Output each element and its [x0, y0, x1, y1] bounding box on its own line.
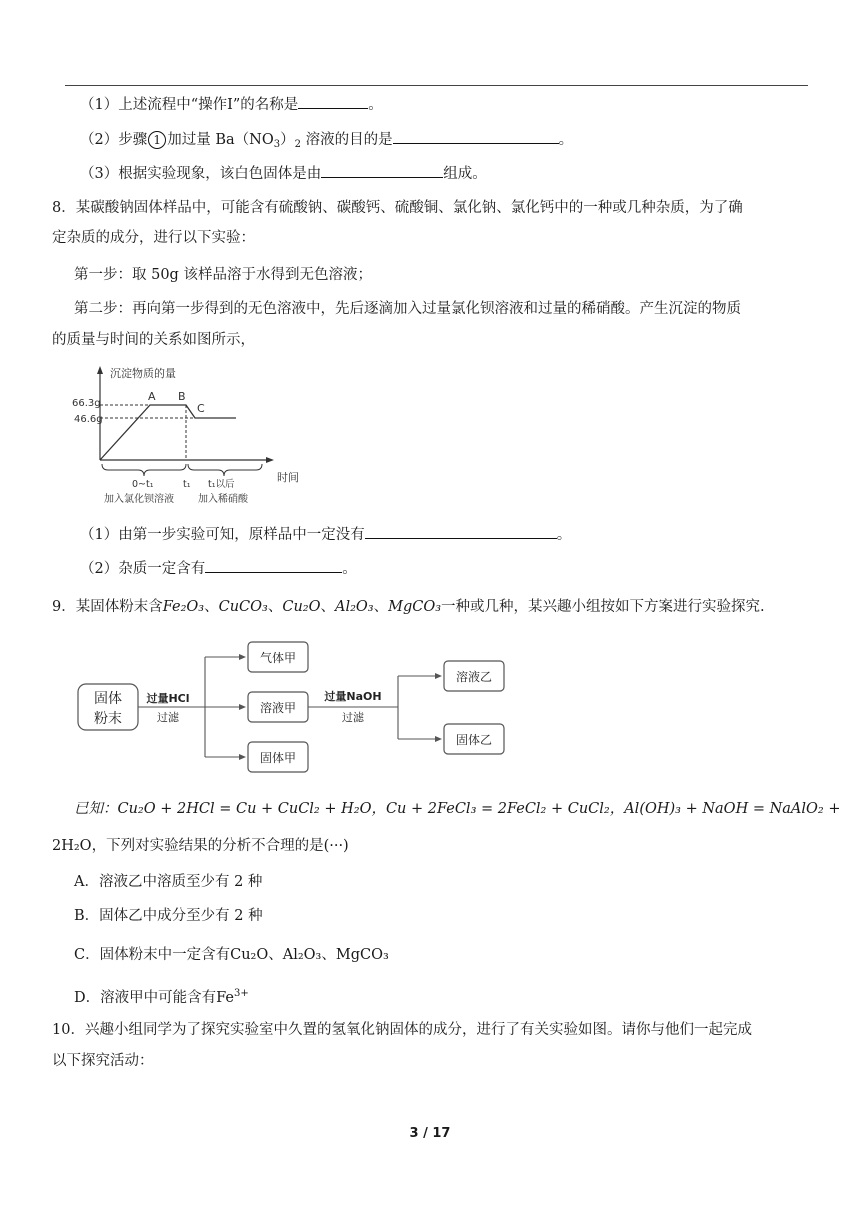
- answer-blank[interactable]: [205, 557, 342, 573]
- answer-blank[interactable]: [298, 93, 368, 109]
- answer-blank[interactable]: [321, 162, 443, 178]
- q8-stem-line2: 定杂质的成分，进行以下实验：: [52, 230, 255, 246]
- q9-option-c[interactable]: C．固体粉末中一定含有Cu₂O、Al₂O₃、MgCO₃: [74, 947, 389, 963]
- header-rule: [65, 85, 808, 86]
- q9-stem: 9．某固体粉末含Fe₂O₃、CuCO₃、Cu₂O、Al₂O₃、MgCO₃一种或几种，某兴趣小组按如下方案进行实验探究.: [52, 599, 765, 615]
- circled-number: 1: [148, 131, 166, 149]
- q9-known-line1: 已知：Cu₂O + 2HCl = Cu + CuCl₂ + H₂O，Cu + 2FeCl₃ = 2FeCl₂ + CuCl₂，Al(OH)₃ + NaOH = NaAlO₂ +: [74, 801, 841, 817]
- q8-part1: （1）由第一步实验可知，原样品中一定没有 。: [80, 523, 571, 545]
- q9-option-a[interactable]: A．溶液乙中溶质至少有 2 种: [74, 874, 263, 890]
- answer-blank[interactable]: [365, 523, 557, 539]
- brace-label-bacl2: 加入氯化钡溶液: [104, 494, 174, 505]
- brace-label-hno3: 加入稀硝酸: [198, 494, 248, 505]
- q8-step1: 第一步：取 50g 该样品溶于水得到无色溶液；: [74, 267, 372, 283]
- x-tick-0-t1: 0~t₁: [132, 479, 154, 490]
- step2-reagent: 过量NaOH: [324, 690, 382, 703]
- q7-part3: （3）根据实验现象，该白色固体是由 组成。: [80, 162, 487, 184]
- q9-option-d[interactable]: D．溶液甲中可能含有$Fe^{3+}$: [74, 988, 249, 1006]
- point-a-label: A: [148, 390, 156, 403]
- flow-diagram: [70, 632, 510, 777]
- svg-text:固体甲: 固体甲: [259, 751, 297, 765]
- step1-reagent: 过量HCl: [146, 692, 190, 705]
- y-tick-66-3: 66.3g: [72, 398, 101, 409]
- point-b-label: B: [178, 390, 186, 403]
- precipitate-chart: [70, 360, 300, 508]
- q10-stem-line1: 10．兴趣小组同学为了探究实验室中久置的氢氧化钠固体的成分，进行了有关实验如图。请你与他们一起完成: [52, 1022, 752, 1038]
- y-axis-label: 沉淀物质的量: [110, 367, 176, 380]
- x-tick-after-t1: t₁以后: [208, 479, 235, 490]
- x-axis-label: 时间: [277, 471, 299, 484]
- x-tick-t1: t₁: [183, 479, 191, 490]
- svg-text:固体乙: 固体乙: [455, 733, 493, 747]
- svg-text:气体甲: 气体甲: [259, 651, 297, 665]
- svg-text:粉末: 粉末: [94, 711, 122, 727]
- page-number: 3 / 17: [409, 1126, 451, 1141]
- svg-text:溶液乙: 溶液乙: [455, 670, 493, 684]
- q9-known-line2: 2H₂O，下列对实验结果的分析不合理的是(···): [52, 838, 349, 854]
- svg-text:固体: 固体: [94, 691, 122, 707]
- svg-text:溶液甲: 溶液甲: [259, 701, 297, 715]
- y-tick-46-6: 46.6g: [74, 414, 103, 425]
- point-c-label: C: [197, 402, 205, 415]
- q8-step2-line1: 第二步：再向第一步得到的无色溶液中，先后逐滴加入过量氯化钡溶液和过量的稀硝酸。产生沉淀的物质: [74, 301, 741, 317]
- q10-stem-line2: 以下探究活动：: [52, 1053, 154, 1069]
- q9-option-b[interactable]: B．固体乙中成分至少有 2 种: [74, 908, 263, 924]
- q7-part1: （1）上述流程中“操作I”的名称是 。: [80, 93, 383, 115]
- answer-blank[interactable]: [393, 128, 559, 144]
- step1-op: 过滤: [157, 711, 179, 724]
- step2-op: 过滤: [342, 711, 364, 724]
- q8-stem-line1: 8．某碳酸钠固体样品中，可能含有硫酸钠、碳酸钙、硫酸铜、氯化钠、氯化钙中的一种或几种杂质，为了确: [52, 200, 743, 216]
- q8-part2: （2）杂质一定含有 。: [80, 557, 357, 579]
- series-line: [100, 405, 236, 460]
- q8-step2-line2: 的质量与时间的关系如图所示，: [52, 332, 255, 348]
- q7-part2: （2）步骤 1 加过量 $Ba(NO_3)_2$ 溶液的目的是 。: [80, 128, 573, 155]
